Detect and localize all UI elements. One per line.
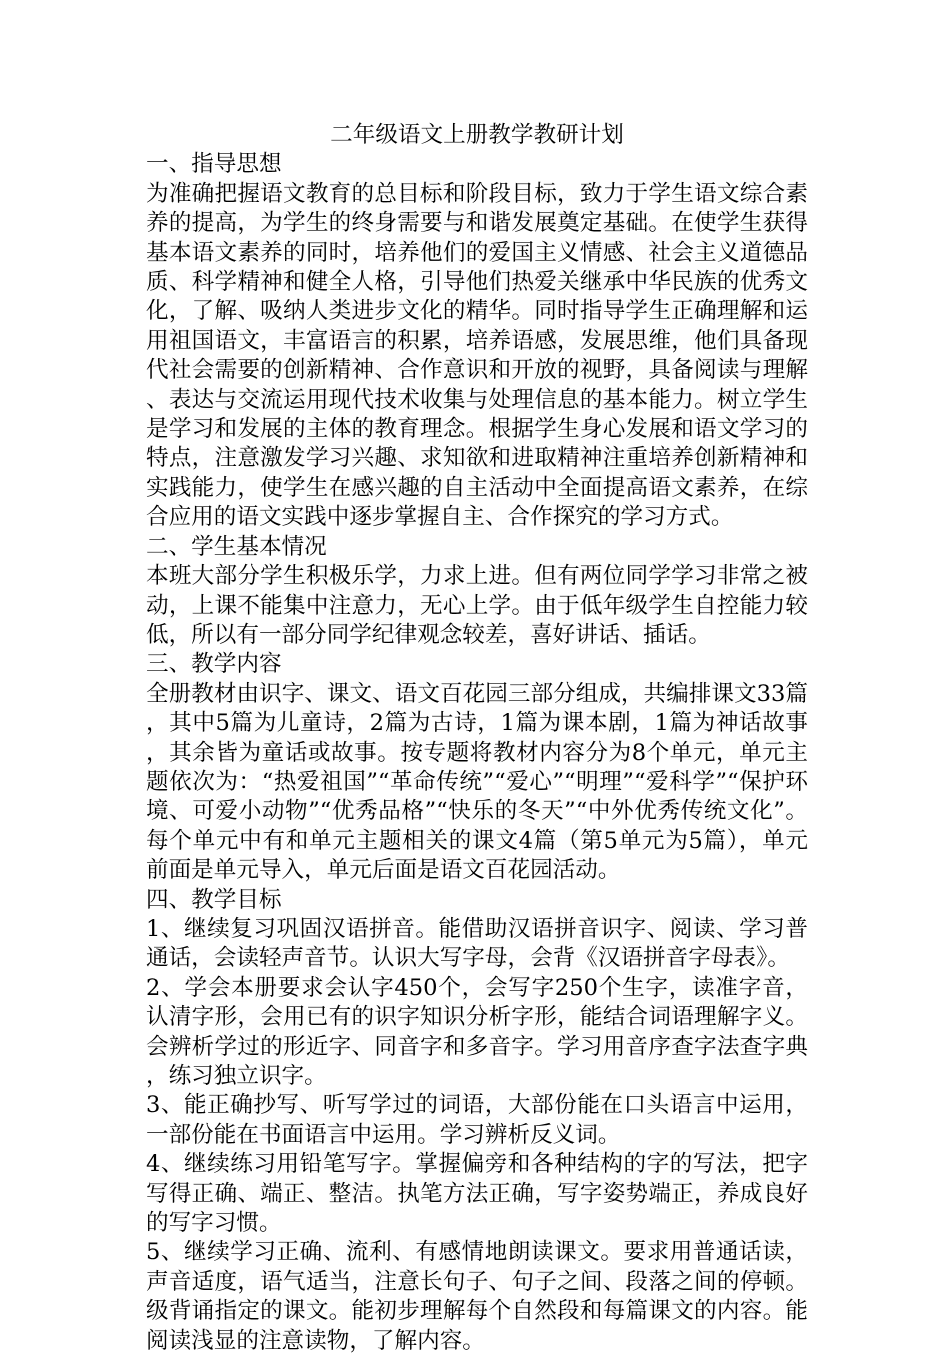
document-title: 二年级语文上册教学教研计划 (330, 122, 624, 148)
goal-item-5: 5、继续学习正确、流利、有感情地朗读课文。要求用普通话读，声音适度，语气适当，注意长句子、句子之间、段落之间的停顿。级背诵指定的课文。能初步理解每个自然段和每篇课文的内容。能阅读浅显的注意读物，了解内容。 (146, 1239, 808, 1354)
section-heading-teaching-content: 三、教学内容 (146, 651, 282, 678)
goal-item-2: 2、学会本册要求会认字450个，会写字250个生字，读准字音，认清字形，会用已有的识字知识分析字形，能结合词语理解字义。会辨析学过的形近字、同音字和多音字。学习用音序查字法查字典，练习独立识字。 (146, 974, 808, 1089)
goal-item-3: 3、能正确抄写、听写学过的词语，大部份能在口头语言中运用，一部份能在书面语言中运用。学习辨析反义词。 (146, 1092, 808, 1148)
section-heading-teaching-goals: 四、教学目标 (146, 886, 282, 913)
goal-item-4: 4、继续练习用铅笔写字。掌握偏旁和各种结构的字的写法，把字写得正确、端正、整洁。执笔方法正确，写字姿势端正，养成良好的写字习惯。 (146, 1151, 808, 1237)
section-paragraph: 为准确把握语文教育的总目标和阶段目标，致力于学生语文综合素养的提高，为学生的终身需要与和谐发展奠定基础。在使学生获得基本语文素养的同时，培养他们的爱国主义情感、社会主义道德品质、科学精神和健全人格，引导他们热爱关继承中华民族的优秀文化，了解、吸纳人类进步文化的精华。同时指导学生正确理解和运用祖国语文，丰富语言的积累，培养语感，发展思维，他们具备现代社会需要的创新精神、合作意识和开放的视野，具备阅读与理解、表达与交流运用现代技术收集与处理信息的基本能力。树立学生是学习和发展的主体的教育理念。根据学生身心发展和语文学习的特点，注意激发学习兴趣、求知欲和进取精神注重培养创新精神和实践能力，使学生在感兴趣的自主活动中全面提高语文素养，在综合应用的语文实践中逐步掌握自主、合作探究的学习方式。 (146, 180, 808, 531)
section-paragraph: 全册教材由识字、课文、语文百花园三部分组成，共编排课文33篇，其中5篇为儿童诗，2篇为古诗，1篇为课本剧，1篇为神话故事，其余皆为童话或故事。按专题将教材内容分为8个单元，单元主题依次为：“热爱祖国”“革命传统”“爱心”“明理”“爱科学”“保护环境、可爱小动物”“优秀品格”“快乐的冬天”“中外优秀传统文化”。每个单元中有和单元主题相关的课文4篇（第5单元为5篇），单元前面是单元导入，单元后面是语文百花园活动。 (146, 680, 808, 884)
section-heading-student-situation: 二、学生基本情况 (146, 533, 327, 560)
document-page (146, 121, 808, 1356)
goal-item-1: 1、继续复习巩固汉语拼音。能借助汉语拼音识字、阅读、学习普通话，会读轻声音节。认识大写字母，会背《汉语拼音字母表》。 (146, 915, 808, 972)
section-heading-guiding-ideology: 一、指导思想 (146, 151, 282, 178)
section-paragraph: 本班大部分学生积极乐学，力求上进。但有两位同学学习非常之被动，上课不能集中注意力，无心上学。由于低年级学生自控能力较低，所以有一部分同学纪律观念较差，喜好讲话、插话。 (146, 563, 808, 648)
